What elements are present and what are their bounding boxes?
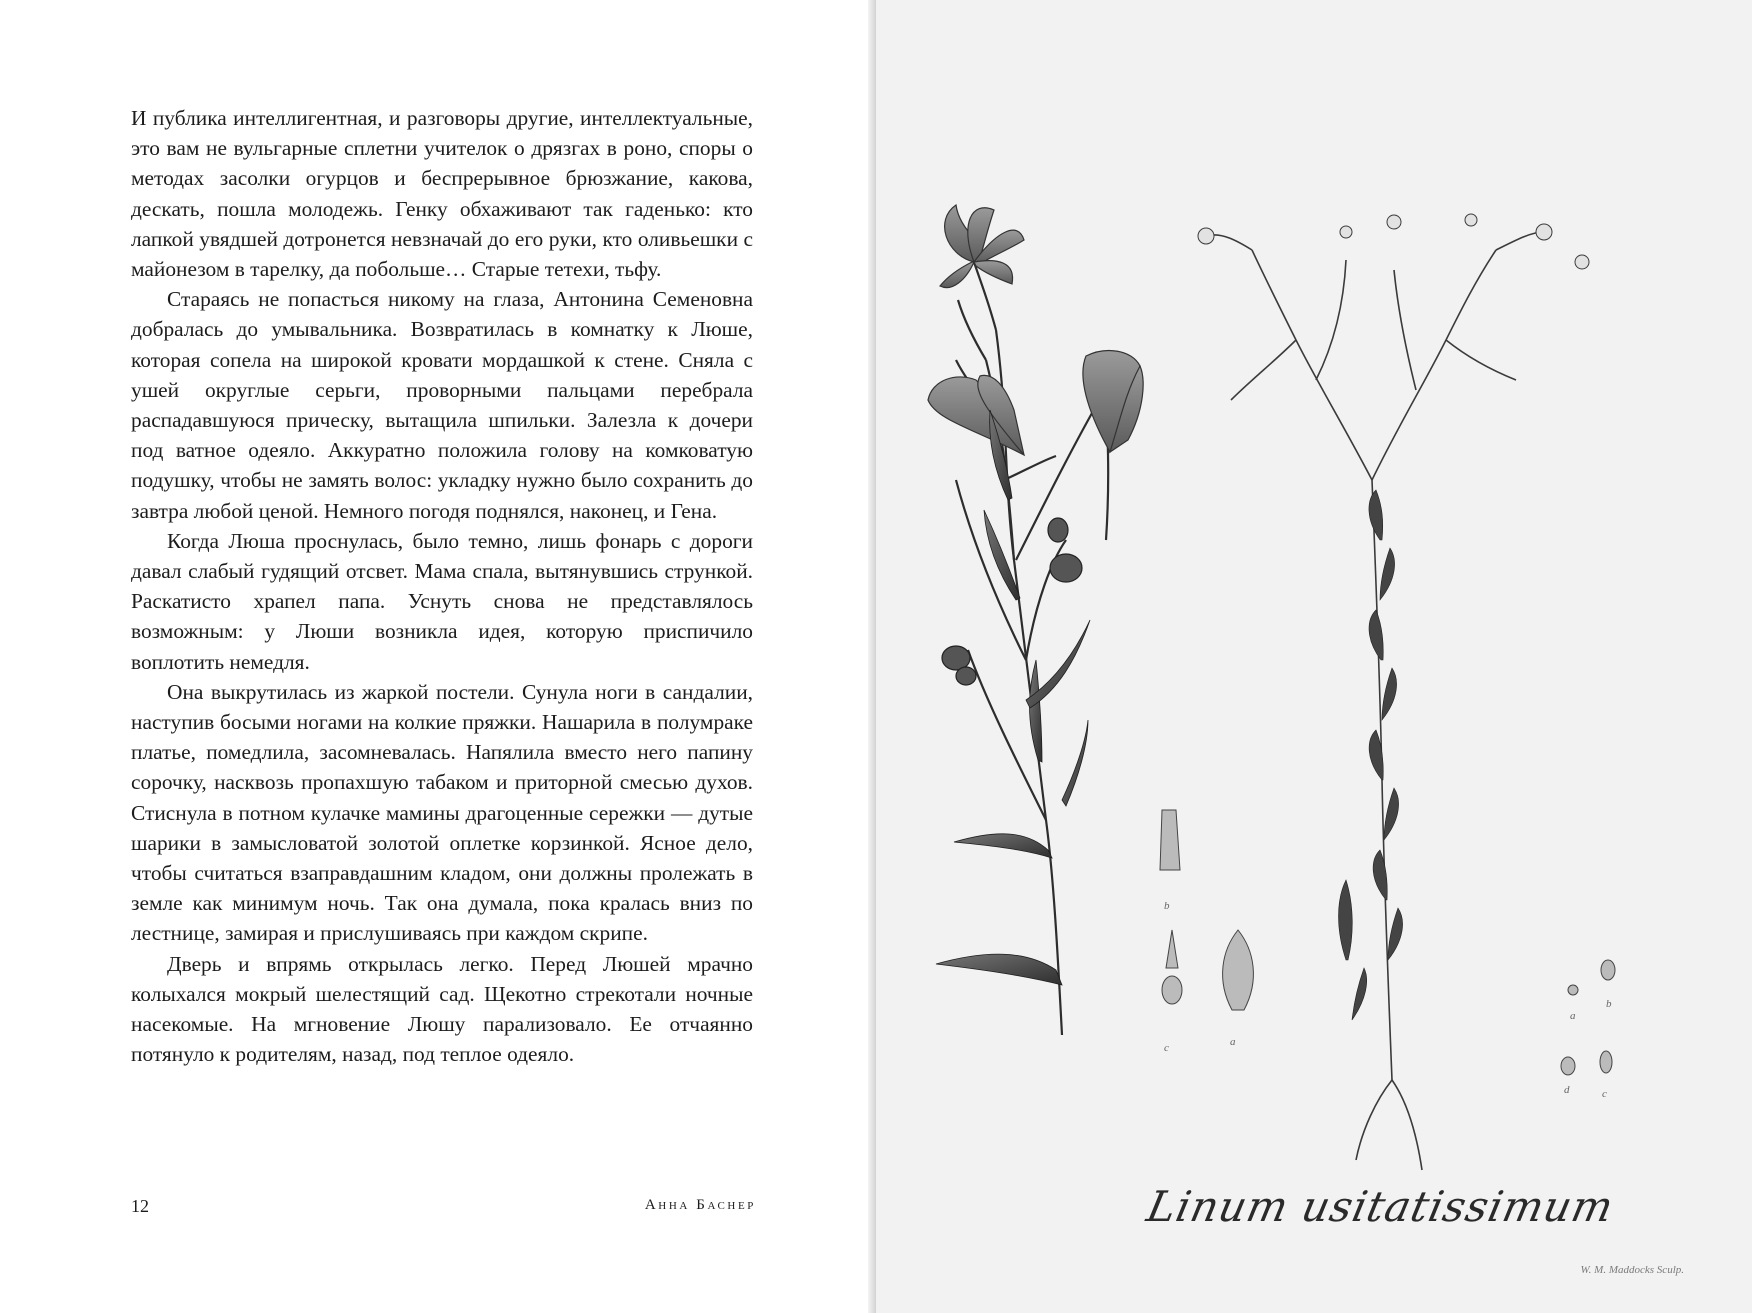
plate-caption: Linum usitatissimum xyxy=(1142,1182,1619,1231)
text-page xyxy=(0,0,874,1313)
figure-letter: c xyxy=(1164,1042,1169,1054)
paragraph: Она выкрутилась из жаркой постели. Сунула ноги в сандалии, наступив босыми ногами на колкие пряжки. Нашарила в полумраке платье, помедлила, засомневалась. Напялила вместо него папину сорочку, насквозь пропахшую табаком и приторной смесью духов. Стиснула в потном кулачке мамины драгоценные сережки — дутые шарики в замысловатой золотой оплетке корзинкой. Ясное дело, чтобы считаться взаправдашним кладом, они должны пролежать в земле как минимум ночь. Так она думала, пока кралась вниз по лестнице, замирая и прислушиваясь при каждом скрипе. xyxy=(131,679,753,946)
running-head-author: Анна Баснер xyxy=(644,1197,756,1213)
flax-leaves xyxy=(936,410,1090,985)
botanical-illustration xyxy=(876,0,1752,1313)
paragraph: Стараясь не попасться никому на глаза, Антонина Семеновна добралась до умывальника. Возвратилась в комнатку к Люше, которая сопела на широкой кровати мордашкой к стене. Сняла с ушей округлые серьги, проворными пальцами перебрала распадавшуюся прическу, вытащила шпильки. Залезла к дочери под ватное одеяло. Аккуратно положила голову на комковатую подушку, чтобы не замять волос: укладку нужно было сохранить до завтра любой ценой. Немного погодя поднялся, наконец, и Гена. xyxy=(131,287,753,523)
flax-flower-top xyxy=(940,205,1024,288)
figure-letter: c xyxy=(1602,1088,1607,1100)
figure-letter: a xyxy=(1230,1036,1236,1048)
illustration-page xyxy=(876,0,1752,1313)
figure-letter: d xyxy=(1564,1084,1570,1096)
paragraph: И публика интеллигентная, и разговоры другие, интеллектуальные, это вам не вульгарные сплетни учителок о дрязгах в роно, споры о методах засолки огурцов и беспрерывное брюзжание, какова, дескать, пошла молодежь. Генку обхаживают так гаденько: кто лапкой увядшей дотронется невзначай до его руки, кто оливьешки с майонезом в тарелку, да побольше… Старые тетехи, тьфу. xyxy=(131,106,753,282)
flax-flower-right xyxy=(1083,351,1143,452)
paragraph: Когда Люша проснулась, было темно, лишь фонарь с дороги давал слабый гудящий отсвет. Мама спала, вытянувшись стрункой. Раскатисто храпел папа. Уснуть снова не представлялось возможным: у Люши возникла идея, которую приспичило воплотить немедля. xyxy=(131,528,753,674)
page-number: 12 xyxy=(131,1196,149,1216)
figure-letter: b xyxy=(1606,998,1612,1010)
figure-letter: b xyxy=(1164,900,1170,912)
flax-flower-left xyxy=(928,375,1024,455)
engraver-credit: W. M. Maddocks Sculp. xyxy=(1580,1264,1684,1276)
figure-letter: a xyxy=(1570,1010,1576,1022)
paragraph: Дверь и впрямь открылась легко. Перед Люшей мрачно колыхался мокрый шелестящий сад. Щекотно стрекотали ночные насекомые. На мгновение Люшу парализовало. Ее отчаянно потянуло к родителям, назад, под теплое одеяло. xyxy=(131,951,753,1067)
sprig-leaves xyxy=(1339,490,1403,1020)
body-text xyxy=(131,103,753,1070)
flax-plant-slender xyxy=(1206,232,1544,1170)
